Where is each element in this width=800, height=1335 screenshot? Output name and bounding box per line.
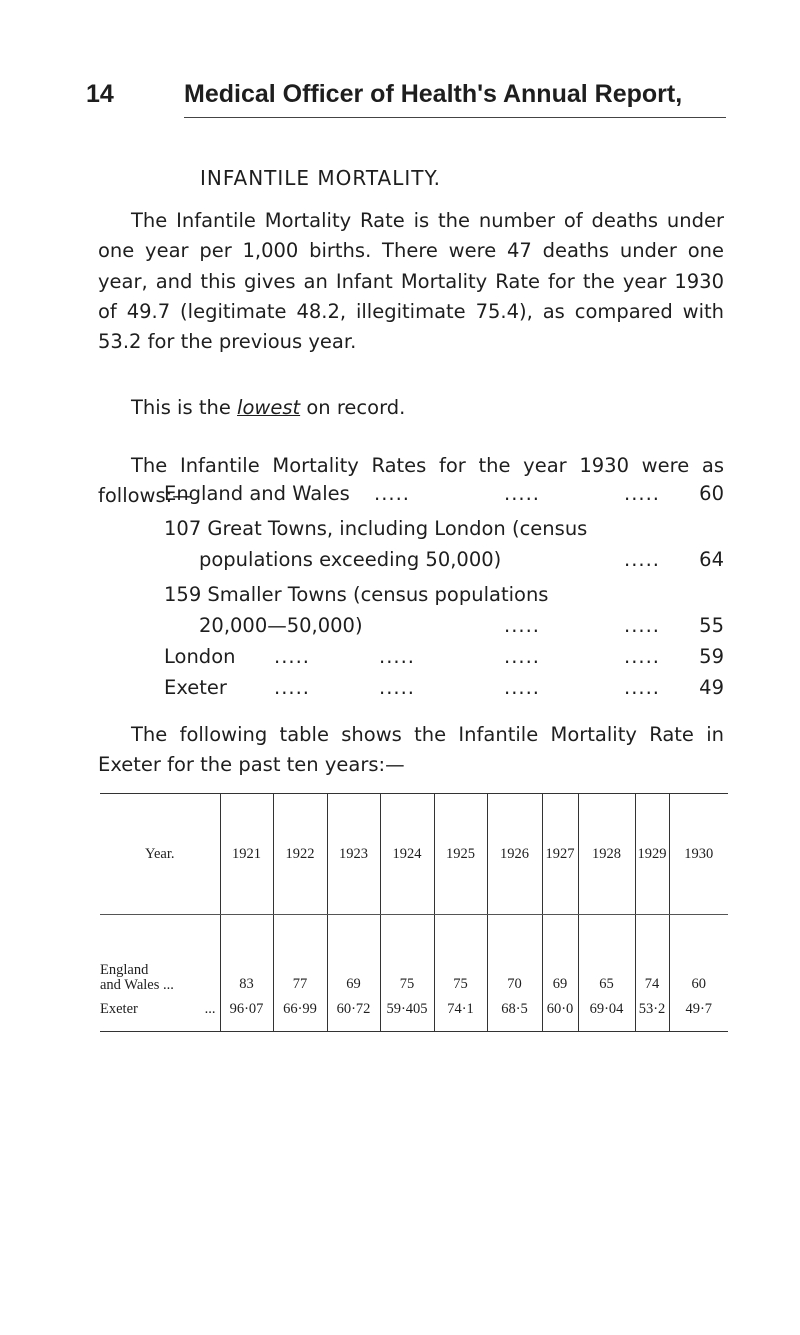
table-header-row [100,794,728,915]
table-cell: 60 [669,915,728,1000]
rate-value: 59 [699,645,724,668]
paragraph-rates-intro: The Infantile Mortality Rates for the year 1930 were as follows:— [98,454,724,508]
rate-row-smaller-towns-cont [164,614,724,644]
table-cell: 49·7 [669,999,728,1031]
leader-dots: ..... [379,645,415,668]
leader-dots: ..... [274,645,310,668]
table-cell: 69 [327,915,380,1000]
row-label-exeter [100,999,220,1031]
mortality-table [100,793,728,1032]
rate-value: 64 [699,548,724,571]
year-cell: 1924 [380,794,434,915]
table-cell: 60·0 [542,999,578,1031]
leader-dots: ..... [624,614,660,637]
table-cell: 70 [487,915,542,1000]
leader-dots: ..... [504,614,540,637]
rate-value: 55 [699,614,724,637]
year-cell: 1925 [434,794,487,915]
table-cell: 59·405 [380,999,434,1031]
table-cell: 75 [380,915,434,1000]
rate-label-continued: populations exceeding 50,000) [199,548,502,571]
rate-value: 49 [699,676,724,699]
table-cell: 83 [220,915,273,1000]
header-rule [184,117,726,118]
rate-row-great-towns [164,517,724,547]
year-cell: 1929 [635,794,669,915]
table-cell: 74·1 [434,999,487,1031]
leader-dots: ..... [504,645,540,668]
year-cell: 1926 [487,794,542,915]
paragraph-table-intro: The following table shows the Infantile Mortality Rate in Exeter for the past ten years:— [98,723,724,777]
rate-value: 60 [699,482,724,505]
row-label-line: England [100,962,149,978]
row-label-line: and Wales ... [100,977,174,993]
table-cell: 75 [434,915,487,1000]
rate-row-exeter [164,676,724,706]
table-cell: 65 [578,915,635,1000]
lowest-emphasis: lowest [237,396,301,419]
year-header: Year. [100,794,220,915]
page-number: 14 [86,80,114,108]
paragraph-lowest-after: on record. [306,396,406,419]
paragraph-lowest-before: This is the [131,396,231,419]
table-row [100,915,728,1000]
page-header [86,80,726,120]
section-title: INFANTILE MORTALITY. [200,166,441,190]
leader-dots: ..... [374,482,410,505]
year-cell: 1921 [220,794,273,915]
table-cell: 60·72 [327,999,380,1031]
year-cell: 1923 [327,794,380,915]
row-label-england-wales [100,915,220,1000]
rate-label: 107 Great Towns, including London (census [164,517,588,540]
year-cell: 1928 [578,794,635,915]
leader-dots: ..... [624,548,660,571]
table-cell: 69·04 [578,999,635,1031]
table-cell: 53·2 [635,999,669,1031]
table-cell: 96·07 [220,999,273,1031]
rate-row-smaller-towns [164,583,724,613]
running-title: Medical Officer of Health's Annual Report, [184,80,683,108]
leader-dots: ..... [504,482,540,505]
rate-label: London [164,645,236,668]
table-cell: 69 [542,915,578,1000]
rate-label: Exeter [164,676,227,699]
table-cell: 66·99 [273,999,327,1031]
year-cell: 1927 [542,794,578,915]
rate-label: 159 Smaller Towns (census populations [164,583,549,606]
table-cell: 74 [635,915,669,1000]
leader-dots: ..... [379,676,415,699]
rate-row-london [164,645,724,675]
table-row [100,999,728,1031]
rate-row-england-wales [164,482,724,512]
rate-label-continued: 20,000—50,000) [199,614,363,637]
leader-dots: ..... [624,676,660,699]
row-label-dots: ... [204,1001,216,1017]
table-cell: 77 [273,915,327,1000]
leader-dots: ..... [274,676,310,699]
paragraph-lowest [98,393,724,423]
year-cell: 1930 [669,794,728,915]
rate-label: England and Wales [164,482,350,505]
paragraph-definition: The Infantile Mortality Rate is the number of deaths under one year per 1,000 births. There were 47 deaths under one year, and this gives an Infant Mortality Rate for the year 1930 of 49.7 (legitimate 48.2, illegitimate 75.4), as compared with 53.2 for the previous year. [98,209,724,354]
rate-row-great-towns-cont [164,548,724,578]
year-cell: 1922 [273,794,327,915]
leader-dots: ..... [624,645,660,668]
leader-dots: ..... [504,676,540,699]
row-label-line: Exeter [100,1001,138,1017]
table-cell: 68·5 [487,999,542,1031]
leader-dots: ..... [624,482,660,505]
